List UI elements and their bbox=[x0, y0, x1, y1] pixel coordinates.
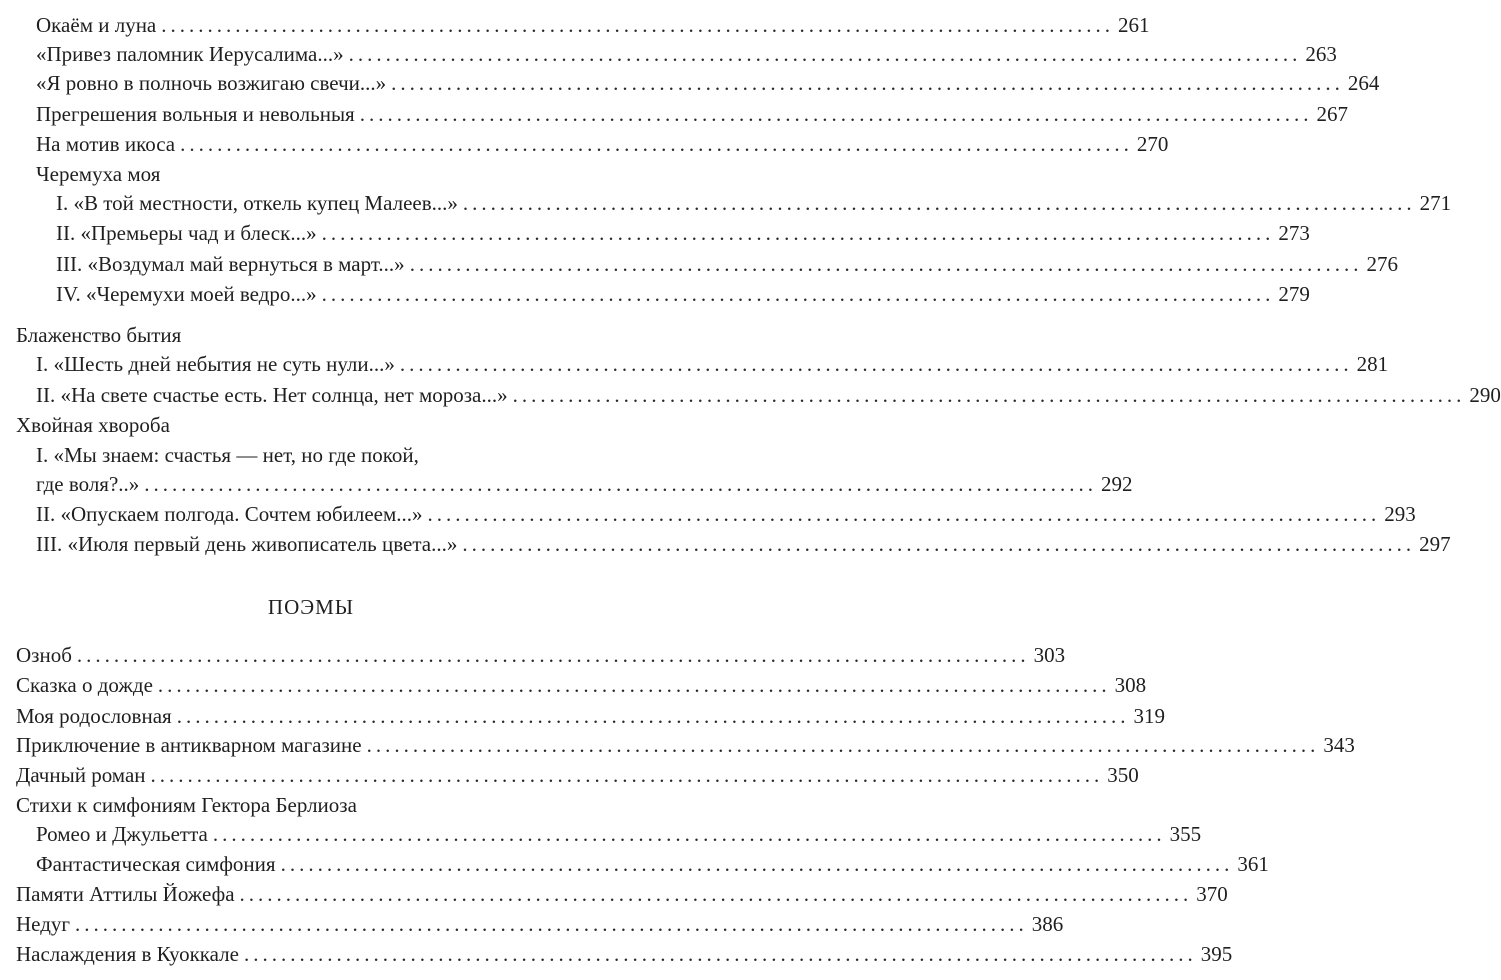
leader-dots: ....................................................................................................... bbox=[321, 221, 1275, 245]
leader-dots: ....................................................................................................... bbox=[321, 282, 1275, 306]
toc-entry bbox=[0, 909, 1064, 939]
toc-entry-title: Недуг bbox=[16, 912, 71, 936]
toc-entry bbox=[0, 939, 1233, 969]
leader-dots: ....................................................................................................... bbox=[76, 643, 1030, 667]
toc-group-title: Хвойная хвороба bbox=[16, 413, 170, 437]
toc-entry bbox=[0, 218, 1310, 248]
toc-group-title: Блаженство бытия bbox=[16, 323, 182, 347]
section-title: ПОЭМЫ bbox=[267, 595, 355, 619]
leader-dots: ....................................................................................................... bbox=[243, 942, 1197, 966]
toc-entry-page: 395 bbox=[1200, 942, 1233, 966]
toc-entry-page: 308 bbox=[1114, 673, 1147, 697]
leader-dots: ....................................................................................................... bbox=[212, 822, 1166, 846]
toc-entry-page: 293 bbox=[1384, 502, 1416, 526]
toc-entry-page: 267 bbox=[1316, 102, 1348, 126]
toc-entry-title: Дачный роман bbox=[16, 763, 146, 787]
toc-entry bbox=[0, 279, 1310, 309]
leader-dots: ....................................................................................................... bbox=[462, 532, 1416, 556]
leader-dots: ....................................................................................................... bbox=[409, 252, 1363, 276]
toc-entry bbox=[0, 529, 1451, 559]
toc-entry-page: 303 bbox=[1033, 643, 1066, 667]
toc-entry bbox=[0, 670, 1147, 700]
toc-entry-page: 355 bbox=[1169, 822, 1202, 846]
toc-entry-title: II. «На свете счастье есть. Нет солнца, нет мороза...» bbox=[36, 383, 508, 407]
toc-entry-page: 370 bbox=[1196, 882, 1228, 906]
leader-dots: ....................................................................................................... bbox=[359, 102, 1313, 126]
toc-entry-title: III. «Июля первый день живописатель цвета...» bbox=[36, 532, 458, 556]
toc-entry bbox=[0, 68, 1380, 98]
toc-entry bbox=[0, 99, 1348, 129]
toc-entry-page: 261 bbox=[1118, 13, 1150, 37]
leader-dots: ....................................................................................................... bbox=[180, 132, 1133, 156]
toc-entry-page: 276 bbox=[1366, 252, 1398, 276]
leader-dots: ....................................................................................................... bbox=[161, 13, 1115, 37]
toc-entry-page: 350 bbox=[1107, 763, 1139, 787]
toc-entry-title: I. «В той местности, откель купец Малеев...» bbox=[56, 191, 458, 215]
toc-entry-title: «Привез паломник Иерусалима...» bbox=[36, 42, 344, 66]
toc-entry-title: На мотив икоса bbox=[36, 132, 176, 156]
toc-entry-page: 319 bbox=[1133, 704, 1165, 728]
toc-entry bbox=[0, 249, 1398, 279]
toc-entry bbox=[0, 380, 1501, 410]
leader-dots: ....................................................................................................... bbox=[239, 882, 1193, 906]
toc-entry bbox=[0, 701, 1165, 731]
leader-dots: ....................................................................................................... bbox=[366, 733, 1320, 757]
toc-entry-title: II. «Премьеры чад и блеск...» bbox=[56, 221, 317, 245]
toc-entry-page: 270 bbox=[1136, 132, 1169, 156]
leader-dots: ....................................................................................................... bbox=[150, 763, 1104, 787]
toc-entry-title: Памяти Аттилы Йожефа bbox=[16, 882, 235, 906]
leader-dots: ....................................................................................................... bbox=[462, 191, 1416, 215]
toc-entry bbox=[0, 760, 1139, 790]
toc-group-heading bbox=[0, 320, 622, 350]
toc-entry-title: Ромео и Джульетта bbox=[36, 822, 208, 846]
leader-dots: ....................................................................................................... bbox=[512, 383, 1466, 407]
toc-entry-page: 271 bbox=[1419, 191, 1452, 215]
toc-entry-page: 264 bbox=[1347, 71, 1380, 95]
toc-entry-title: I. «Шесть дней небытия не суть нули...» bbox=[36, 352, 395, 376]
toc-entry bbox=[0, 499, 1416, 529]
leader-dots: ....................................................................................................... bbox=[391, 71, 1344, 95]
toc-entry-title: Озноб bbox=[16, 643, 72, 667]
toc-entry-title: III. «Воздумал май вернуться в март...» bbox=[56, 252, 405, 276]
toc-entry bbox=[0, 39, 1337, 69]
toc-entry bbox=[0, 640, 1066, 670]
toc-entry-page: 292 bbox=[1101, 472, 1133, 496]
leader-dots: ....................................................................................................... bbox=[348, 42, 1302, 66]
toc-entry bbox=[0, 849, 1269, 879]
toc-entry-title: Приключение в антикварном магазине bbox=[16, 733, 362, 757]
toc-entry-title: Сказка о дожде bbox=[16, 673, 153, 697]
toc-group-title: Черемуха моя bbox=[36, 162, 161, 186]
toc-entry-title: «Я ровно в полночь возжигаю свечи...» bbox=[36, 71, 387, 95]
leader-dots: ....................................................................................................... bbox=[157, 673, 1111, 697]
toc-entry-page: 263 bbox=[1305, 42, 1337, 66]
toc-entry-title: Фантастическая симфония bbox=[36, 852, 276, 876]
leader-dots: ....................................................................................................... bbox=[427, 502, 1381, 526]
toc-entry-page: 297 bbox=[1419, 532, 1451, 556]
toc-entry-title: IV. «Черемухи моей ведро...» bbox=[56, 282, 317, 306]
toc-entry bbox=[0, 879, 1228, 909]
toc-entry-title: II. «Опускаем полгода. Сочтем юбилеем...» bbox=[36, 502, 423, 526]
toc-group-heading bbox=[0, 159, 622, 189]
leader-dots: ....................................................................................................... bbox=[399, 352, 1353, 376]
toc-entry bbox=[0, 129, 1169, 159]
toc-entry-title: Окаём и луна bbox=[36, 13, 157, 37]
toc-entry-page: 290 bbox=[1469, 383, 1501, 407]
toc-entry-title: Моя родословная bbox=[16, 704, 172, 728]
toc-entry-page: 361 bbox=[1237, 852, 1269, 876]
toc-entry-page: 281 bbox=[1356, 352, 1389, 376]
toc-entry-page: 343 bbox=[1323, 733, 1355, 757]
toc-entry bbox=[0, 188, 1452, 218]
leader-dots: ....................................................................................................... bbox=[75, 912, 1028, 936]
toc-group-title: Стихи к симфониям Гектора Берлиоза bbox=[16, 793, 357, 817]
toc-entry-title: где воля?..» bbox=[36, 472, 140, 496]
toc-entry-page: 386 bbox=[1031, 912, 1064, 936]
leader-dots: ....................................................................................................... bbox=[280, 852, 1234, 876]
leader-dots: ....................................................................................................... bbox=[176, 704, 1130, 728]
toc-entry bbox=[0, 349, 1389, 379]
toc-entry bbox=[0, 469, 1133, 499]
toc-entry-page: 273 bbox=[1278, 221, 1310, 245]
toc-entry bbox=[0, 10, 1150, 40]
toc-group-heading bbox=[0, 410, 622, 440]
toc-entry-page: 279 bbox=[1278, 282, 1310, 306]
toc-entry-title: Прегрешения вольныя и невольныя bbox=[36, 102, 355, 126]
toc-entry bbox=[0, 730, 1355, 760]
toc-entry-line bbox=[0, 440, 622, 470]
leader-dots: ....................................................................................................... bbox=[144, 472, 1098, 496]
toc-entry-title: I. «Мы знаем: счастья — нет, но где покой, bbox=[36, 443, 419, 467]
toc-group-heading bbox=[0, 790, 622, 820]
toc-entry-title: Наслаждения в Куоккале bbox=[16, 942, 239, 966]
toc-entry bbox=[0, 819, 1202, 849]
